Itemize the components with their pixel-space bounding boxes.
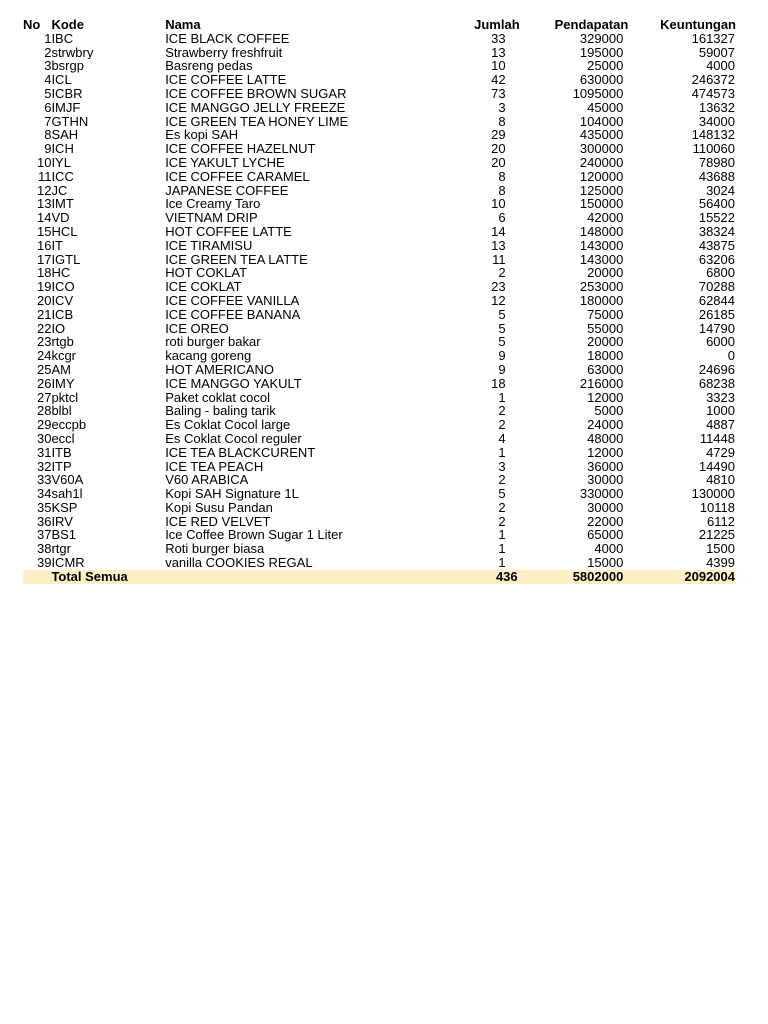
table-row <box>23 377 736 391</box>
cell-pendapatan: 20000 <box>587 335 624 350</box>
column-header-no: No <box>23 18 41 32</box>
cell-pendapatan: 48000 <box>587 431 624 446</box>
cell-kode: ICBR <box>51 86 83 101</box>
cell-no: 16 <box>36 238 52 253</box>
cell-nama: JAPANESE COFFEE <box>165 183 289 198</box>
cell-keuntungan: 6112 <box>707 514 735 529</box>
table-row <box>23 515 736 529</box>
cell-jumlah: 8 <box>498 183 506 198</box>
cell-no: 3 <box>44 59 52 74</box>
cell-no: 23 <box>36 335 52 350</box>
cell-kode: HC <box>51 266 71 281</box>
table-row <box>23 170 736 184</box>
table-row <box>23 46 736 60</box>
cell-kode: blbl <box>51 404 72 419</box>
cell-keuntungan: 6000 <box>706 335 735 350</box>
cell-no: 8 <box>44 128 52 143</box>
cell-pendapatan: 5000 <box>594 404 624 419</box>
cell-keuntungan: 0 <box>727 349 735 363</box>
column-header-jumlah: Jumlah <box>474 18 520 32</box>
cell-kode: IGTL <box>51 252 81 267</box>
table-row <box>23 322 736 336</box>
cell-pendapatan: 150000 <box>579 197 624 212</box>
cell-nama: Es Coklat Cocol large <box>165 418 291 432</box>
total-no-cell <box>23 570 51 584</box>
cell-nama: roti burger bakar <box>165 335 261 350</box>
cell-jumlah: 3 <box>498 100 506 115</box>
cell-keuntungan: 4887 <box>706 418 735 432</box>
cell-keuntungan: 78980 <box>698 155 735 170</box>
cell-pendapatan: 15000 <box>587 556 624 570</box>
cell-keuntungan: 26185 <box>698 307 735 322</box>
cell-jumlah: 2 <box>498 266 506 281</box>
cell-kode: ICB <box>51 307 74 322</box>
sales-report-table <box>23 18 736 584</box>
table-row <box>23 460 736 474</box>
cell-jumlah: 20 <box>491 142 506 156</box>
cell-pendapatan: 55000 <box>587 321 624 336</box>
cell-nama: ICE GREEN TEA HONEY LIME <box>165 114 349 129</box>
cell-keuntungan: 148132 <box>691 128 735 143</box>
cell-keuntungan: 10118 <box>699 500 735 515</box>
cell-keuntungan: 1000 <box>706 404 735 419</box>
table-row <box>23 115 736 129</box>
cell-keuntungan: 68238 <box>698 376 735 391</box>
cell-kode: sah1l <box>51 487 83 501</box>
table-row <box>23 501 736 515</box>
cell-keuntungan: 474573 <box>691 86 735 101</box>
cell-keuntungan: 130000 <box>691 487 735 501</box>
cell-kode: bsrgp <box>51 59 84 74</box>
cell-no: 15 <box>36 224 52 239</box>
cell-no: 36 <box>36 514 52 529</box>
table-row <box>23 363 736 377</box>
cell-no: 26 <box>36 376 52 391</box>
cell-kode: IMJF <box>51 100 81 115</box>
table-row <box>23 432 736 446</box>
cell-no: 19 <box>36 280 52 294</box>
cell-no: 22 <box>36 321 52 336</box>
cell-pendapatan: 435000 <box>579 128 624 143</box>
cell-jumlah: 9 <box>498 362 506 377</box>
column-header-kode: Kode <box>51 18 84 32</box>
cell-nama: Ice Creamy Taro <box>165 197 261 212</box>
cell-kode: IO <box>51 321 66 336</box>
cell-keuntungan: 24696 <box>698 362 735 377</box>
cell-jumlah: 1 <box>498 445 506 460</box>
cell-jumlah: 3 <box>498 459 506 474</box>
cell-nama: ICE RED VELVET <box>165 514 271 529</box>
cell-nama: ICE COFFEE CARAMEL <box>165 169 310 184</box>
cell-no: 29 <box>36 418 52 432</box>
cell-no: 28 <box>36 404 52 419</box>
cell-keuntungan: 43875 <box>698 238 735 253</box>
cell-keuntungan: 3323 <box>706 390 735 405</box>
cell-nama: Paket coklat cocol <box>165 390 270 405</box>
cell-nama: Roti burger biasa <box>165 542 265 557</box>
cell-keuntungan: 4729 <box>706 445 735 460</box>
table-row <box>23 87 736 101</box>
cell-no: 30 <box>36 431 52 446</box>
table-row <box>23 211 736 225</box>
cell-jumlah: 2 <box>498 404 506 419</box>
cell-no: 11 <box>37 169 52 184</box>
cell-pendapatan: 253000 <box>579 280 624 294</box>
column-header-nama: Nama <box>165 18 201 32</box>
table-row <box>23 349 736 363</box>
cell-nama: HOT COFFEE LATTE <box>165 224 292 239</box>
table-row <box>23 308 736 322</box>
cell-kode: eccpb <box>51 418 87 432</box>
cell-jumlah: 33 <box>491 31 506 46</box>
table-row <box>23 239 736 253</box>
cell-pendapatan: 330000 <box>579 487 624 501</box>
cell-kode: SAH <box>51 128 79 143</box>
cell-keuntungan: 4399 <box>706 556 735 570</box>
cell-no: 37 <box>36 528 52 543</box>
cell-pendapatan: 25000 <box>587 59 624 74</box>
cell-no: 4 <box>44 73 52 87</box>
cell-jumlah: 5 <box>498 487 506 501</box>
cell-nama: ICE OREO <box>165 321 229 336</box>
cell-jumlah: 13 <box>491 45 506 60</box>
cell-kode: strwbry <box>51 45 94 60</box>
cell-keuntungan: 6800 <box>706 266 735 281</box>
cell-nama: Ice Coffee Brown Sugar 1 Liter <box>165 528 343 543</box>
cell-kode: HCL <box>51 224 78 239</box>
cell-keuntungan: 56400 <box>698 197 735 212</box>
cell-jumlah: 20 <box>491 155 506 170</box>
cell-kode: ICH <box>51 142 74 156</box>
cell-kode: ICC <box>51 169 74 184</box>
cell-jumlah: 2 <box>498 500 506 515</box>
cell-keuntungan: 59007 <box>698 45 735 60</box>
cell-no: 1 <box>44 31 52 46</box>
cell-pendapatan: 24000 <box>587 418 624 432</box>
cell-nama: Es kopi SAH <box>165 128 239 143</box>
cell-no: 21 <box>36 307 52 322</box>
table-row <box>23 59 736 73</box>
cell-nama: ICE COKLAT <box>165 280 242 294</box>
cell-kode: IBC <box>51 31 74 46</box>
column-header-pendapatan: Pendapatan <box>554 18 629 32</box>
cell-kode: rtgb <box>51 335 74 350</box>
cell-keuntungan: 13632 <box>698 100 735 115</box>
cell-jumlah: 18 <box>491 376 506 391</box>
cell-no: 27 <box>36 390 52 405</box>
cell-keuntungan: 34000 <box>698 114 735 129</box>
cell-pendapatan: 12000 <box>587 445 624 460</box>
cell-kode: pktcl <box>51 390 79 405</box>
cell-nama: Es Coklat Cocol reguler <box>165 431 302 446</box>
cell-keuntungan: 3024 <box>706 183 735 198</box>
cell-jumlah: 1 <box>498 556 506 570</box>
cell-jumlah: 8 <box>498 114 506 129</box>
cell-no: 32 <box>36 459 52 474</box>
cell-jumlah: 1 <box>498 542 506 557</box>
cell-jumlah: 10 <box>491 197 506 212</box>
cell-pendapatan: 143000 <box>579 252 624 267</box>
table-row <box>23 473 736 487</box>
table-row <box>23 142 736 156</box>
cell-nama: ICE BLACK COFFEE <box>165 31 290 46</box>
cell-keuntungan: 246372 <box>691 73 735 87</box>
cell-kode: V60A <box>51 473 84 488</box>
cell-no: 18 <box>36 266 52 281</box>
cell-jumlah: 29 <box>491 128 506 143</box>
header-row <box>23 18 736 32</box>
cell-nama: HOT COKLAT <box>165 266 248 281</box>
cell-no: 25 <box>36 362 52 377</box>
cell-kode: KSP <box>51 500 78 515</box>
cell-keuntungan: 4000 <box>706 59 735 74</box>
cell-jumlah: 73 <box>491 86 506 101</box>
cell-no: 20 <box>36 293 52 308</box>
cell-jumlah: 1 <box>498 528 506 543</box>
cell-pendapatan: 180000 <box>579 293 624 308</box>
cell-nama: ICE TIRAMISU <box>165 238 253 253</box>
cell-jumlah: 5 <box>498 335 506 350</box>
cell-kode: AM <box>51 362 71 377</box>
cell-pendapatan: 22000 <box>587 514 624 529</box>
table-body <box>23 32 736 584</box>
cell-pendapatan: 36000 <box>587 459 624 474</box>
total-jumlah: 436 <box>464 570 520 584</box>
cell-kode: rtgr <box>51 542 71 557</box>
cell-kode: IMY <box>51 376 75 391</box>
cell-jumlah: 9 <box>498 349 506 363</box>
cell-keuntungan: 63206 <box>698 252 735 267</box>
cell-keuntungan: 21225 <box>698 528 735 543</box>
cell-kode: ITB <box>51 445 72 460</box>
cell-keuntungan: 161327 <box>691 31 735 46</box>
cell-no: 13 <box>36 197 52 212</box>
table-header <box>23 18 736 32</box>
cell-keuntungan: 14490 <box>698 459 735 474</box>
cell-nama: ICE YAKULT LYCHE <box>165 155 285 170</box>
cell-jumlah: 6 <box>498 211 506 225</box>
cell-nama: ICE MANGGO JELLY FREEZE <box>165 100 346 115</box>
cell-pendapatan: 120000 <box>579 169 624 184</box>
cell-jumlah: 23 <box>491 280 506 294</box>
cell-kode: eccl <box>51 431 75 446</box>
cell-no: 39 <box>36 556 52 570</box>
cell-pendapatan: 20000 <box>587 266 624 281</box>
table-row <box>23 556 736 570</box>
cell-nama: Strawberry freshfruit <box>165 45 283 60</box>
total-nama-cell <box>165 570 464 584</box>
cell-pendapatan: 240000 <box>579 155 624 170</box>
cell-jumlah: 2 <box>498 418 506 432</box>
cell-jumlah: 5 <box>498 307 506 322</box>
cell-kode: ICV <box>51 293 74 308</box>
cell-nama: ICE MANGGO YAKULT <box>165 376 302 391</box>
table-row <box>23 266 736 280</box>
cell-keuntungan: 14790 <box>698 321 735 336</box>
cell-pendapatan: 104000 <box>579 114 624 129</box>
cell-keuntungan: 38324 <box>698 224 735 239</box>
cell-no: 31 <box>36 445 52 460</box>
cell-pendapatan: 216000 <box>579 376 624 391</box>
cell-kode: ICMR <box>51 556 85 570</box>
cell-keuntungan: 4810 <box>706 473 735 488</box>
table-row <box>23 184 736 198</box>
cell-keuntungan: 1500 <box>706 542 735 557</box>
table-row <box>23 101 736 115</box>
cell-nama: Kopi Susu Pandan <box>165 500 273 515</box>
cell-kode: IYL <box>51 155 71 170</box>
cell-pendapatan: 30000 <box>587 473 624 488</box>
cell-jumlah: 1 <box>498 390 506 405</box>
table-row <box>23 32 736 46</box>
cell-no: 6 <box>44 100 52 115</box>
cell-nama: V60 ARABICA <box>165 473 249 488</box>
cell-pendapatan: 195000 <box>579 45 624 60</box>
cell-keuntungan: 11448 <box>699 431 735 446</box>
table-row <box>23 253 736 267</box>
cell-kode: ITP <box>51 459 72 474</box>
cell-keuntungan: 43688 <box>698 169 735 184</box>
cell-kode: kcgr <box>51 349 76 363</box>
cell-pendapatan: 63000 <box>587 362 624 377</box>
cell-kode: JC <box>51 183 68 198</box>
table-row <box>23 294 736 308</box>
cell-pendapatan: 65000 <box>587 528 624 543</box>
cell-nama: HOT AMERICANO <box>165 362 275 377</box>
cell-jumlah: 12 <box>491 293 506 308</box>
table-row <box>23 404 736 418</box>
column-header-keuntungan: Keuntungan <box>660 18 736 32</box>
cell-nama: ICE COFFEE BANANA <box>165 307 301 322</box>
cell-nama: Basreng pedas <box>165 59 253 74</box>
cell-jumlah: 2 <box>498 514 506 529</box>
cell-no: 38 <box>36 542 52 557</box>
cell-no: 35 <box>36 500 52 515</box>
cell-no: 34 <box>36 487 52 501</box>
cell-nama: ICE TEA BLACKCURENT <box>165 445 316 460</box>
cell-pendapatan: 300000 <box>579 142 624 156</box>
cell-kode: BS1 <box>51 528 77 543</box>
cell-no: 12 <box>36 183 52 198</box>
cell-jumlah: 13 <box>491 238 506 253</box>
table-row <box>23 487 736 501</box>
cell-jumlah: 4 <box>498 431 506 446</box>
cell-pendapatan: 30000 <box>587 500 624 515</box>
total-row <box>23 570 736 584</box>
cell-kode: IT <box>51 238 63 253</box>
cell-nama: ICE COFFEE BROWN SUGAR <box>165 86 347 101</box>
cell-nama: ICE COFFEE VANILLA <box>165 293 300 308</box>
cell-no: 17 <box>36 252 52 267</box>
cell-kode: IRV <box>51 514 73 529</box>
cell-nama: Kopi SAH Signature 1L <box>165 487 299 501</box>
table-row <box>23 156 736 170</box>
cell-pendapatan: 148000 <box>579 224 624 239</box>
table-row <box>23 542 736 556</box>
cell-jumlah: 11 <box>492 252 506 267</box>
table-row <box>23 225 736 239</box>
total-pendapatan: 5802000 <box>520 570 629 584</box>
cell-nama: kacang goreng <box>165 349 252 363</box>
sales-report-sheet <box>23 18 736 584</box>
cell-nama: ICE GREEN TEA LATTE <box>165 252 308 267</box>
cell-kode: ICO <box>51 280 75 294</box>
cell-kode: VD <box>51 211 70 225</box>
cell-pendapatan: 18000 <box>587 349 624 363</box>
cell-pendapatan: 42000 <box>587 211 624 225</box>
table-row <box>23 418 736 432</box>
cell-kode: GTHN <box>51 114 89 129</box>
table-row <box>23 197 736 211</box>
cell-pendapatan: 143000 <box>579 238 624 253</box>
cell-no: 24 <box>36 349 52 363</box>
cell-pendapatan: 125000 <box>579 183 624 198</box>
cell-no: 9 <box>44 142 52 156</box>
table-row <box>23 391 736 405</box>
total-keuntungan: 2092004 <box>628 570 736 584</box>
cell-pendapatan: 12000 <box>587 390 624 405</box>
cell-pendapatan: 4000 <box>594 542 624 557</box>
cell-keuntungan: 70288 <box>698 280 735 294</box>
cell-no: 33 <box>36 473 52 488</box>
table-row <box>23 73 736 87</box>
table-row <box>23 280 736 294</box>
cell-pendapatan: 75000 <box>587 307 624 322</box>
table-row <box>23 128 736 142</box>
cell-nama: Baling - baling tarik <box>165 404 276 419</box>
cell-jumlah: 10 <box>491 59 506 74</box>
cell-no: 2 <box>44 45 52 60</box>
cell-no: 5 <box>44 86 52 101</box>
cell-pendapatan: 329000 <box>579 31 624 46</box>
cell-nama: VIETNAM DRIP <box>165 211 258 225</box>
cell-nama: vanilla COOKIES REGAL <box>165 556 313 570</box>
cell-jumlah: 14 <box>491 224 506 239</box>
cell-pendapatan: 1095000 <box>572 86 624 101</box>
total-label: Total Semua <box>51 570 165 584</box>
cell-no: 7 <box>44 114 52 129</box>
table-row <box>23 446 736 460</box>
cell-kode: IMT <box>51 197 74 212</box>
cell-pendapatan: 630000 <box>579 73 624 87</box>
cell-jumlah: 42 <box>491 73 506 87</box>
cell-jumlah: 8 <box>498 169 506 184</box>
cell-nama: ICE COFFEE LATTE <box>165 73 287 87</box>
cell-keuntungan: 110060 <box>692 142 735 156</box>
cell-jumlah: 2 <box>498 473 506 488</box>
cell-no: 14 <box>36 211 52 225</box>
cell-nama: ICE COFFEE HAZELNUT <box>165 142 316 156</box>
cell-keuntungan: 15522 <box>698 211 735 225</box>
table-row <box>23 335 736 349</box>
cell-pendapatan: 45000 <box>587 100 624 115</box>
cell-nama: ICE TEA PEACH <box>165 459 264 474</box>
cell-no: 10 <box>36 155 52 170</box>
cell-keuntungan: 62844 <box>698 293 735 308</box>
cell-kode: ICL <box>51 73 72 87</box>
table-row <box>23 528 736 542</box>
cell-jumlah: 5 <box>498 321 506 336</box>
